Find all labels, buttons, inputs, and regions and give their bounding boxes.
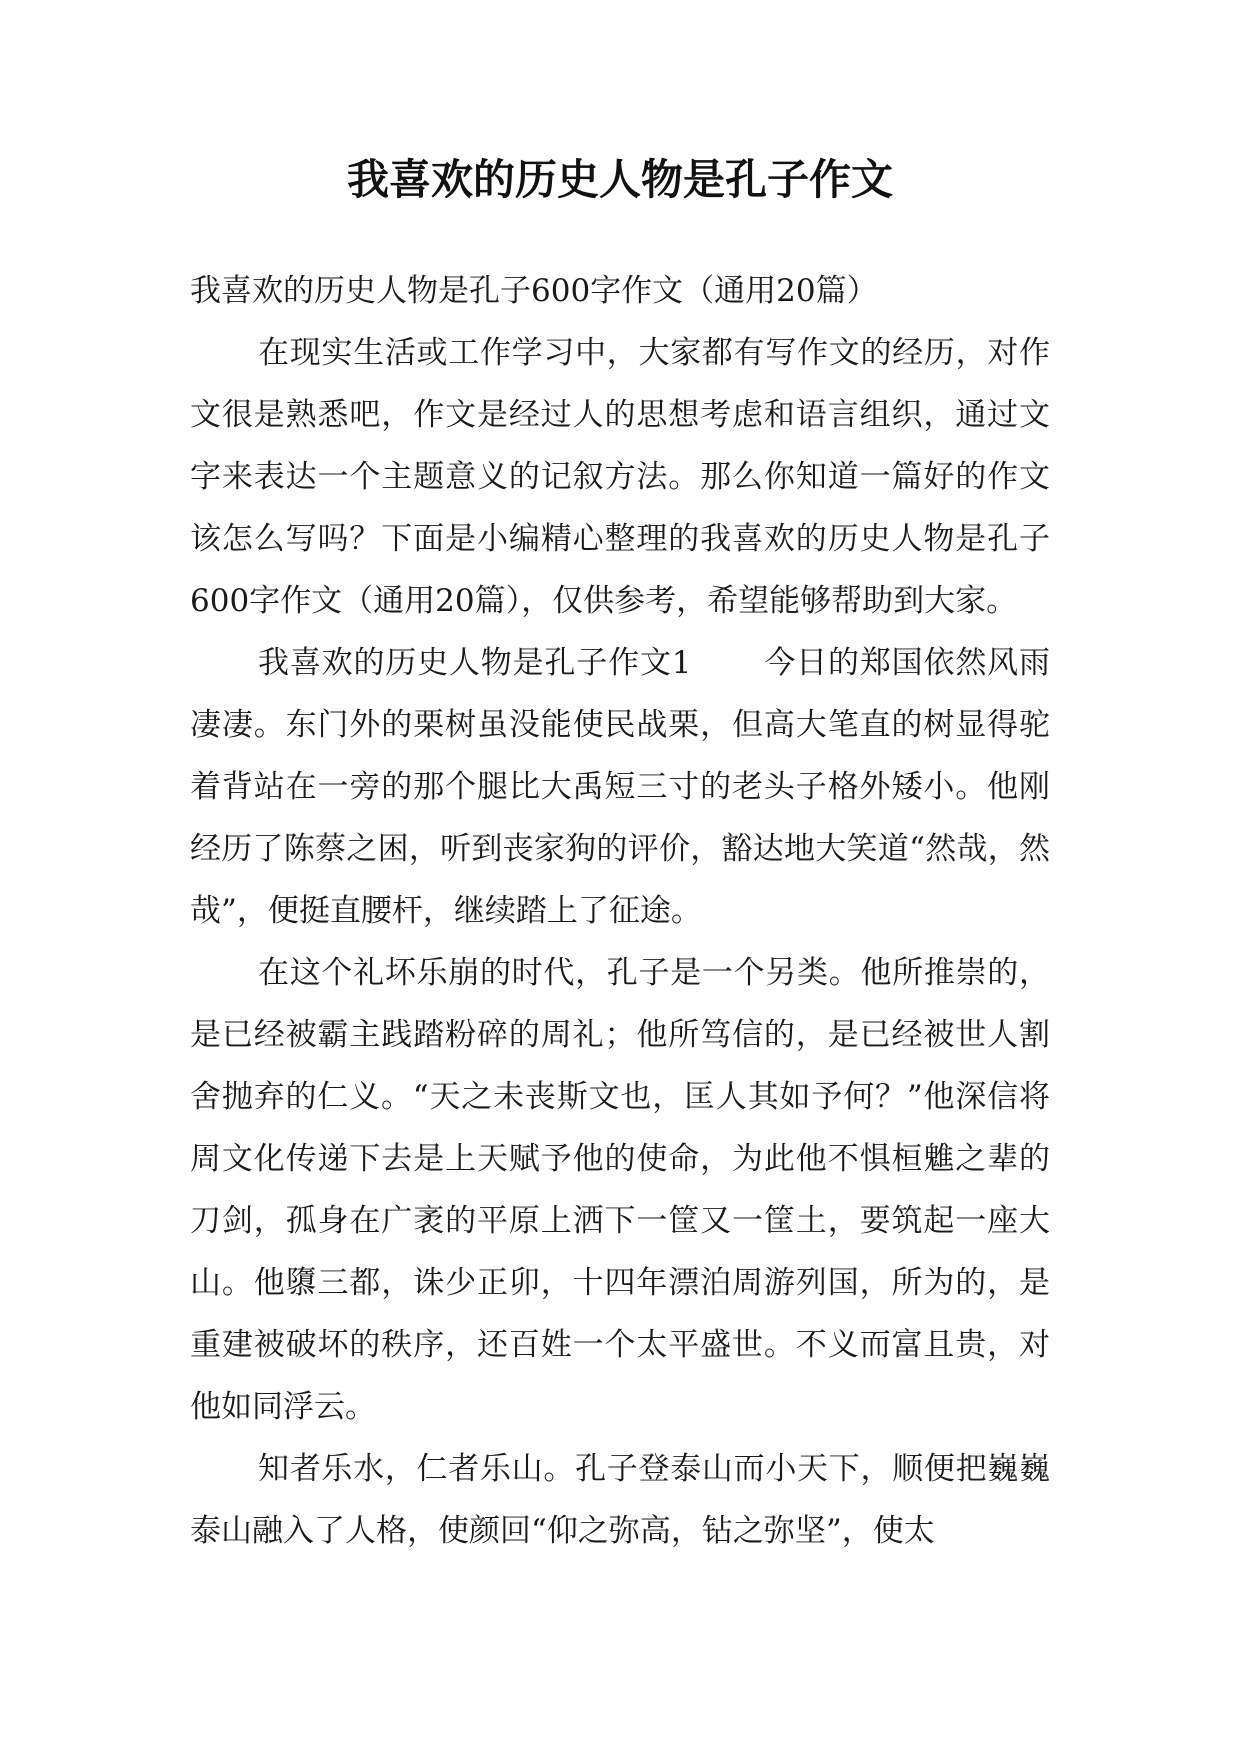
essay1-first-paragraph — [190, 632, 1050, 942]
essay1-paragraph-2: 在这个礼坏乐崩的时代，孔子是一个另类。他所推崇的，是已经被霸主践踏粉碎的周礼；他所笃信的，是已经被世人割舍抛弃的仁义。“天之未丧斯文也，匡人其如予何？”他深信将周文化传递下去是上天赋予他的使命，为此他不惧桓魋之辈的刀剑，孤身在广袤的平原上洒下一筐又一筐土，要筑起一座大山。他隳三都，诛少正卯，十四年漂泊周游列国，所为的，是重建被破坏的秩序，还百姓一个太平盛世。不义而富且贵，对他如同浮云。 — [190, 955, 1050, 1425]
intro-paragraph: 在现实生活或工作学习中，大家都有写作文的经历，对作文很是熟悉吧，作文是经过人的思想考虑和语言组织，通过文字来表达一个主题意义的记叙方法。那么你知道一篇好的作文该怎么写吗？下面是小编精心整理的我喜欢的历史人物是孔子600字作文（通用20篇），仅供参考，希望能够帮助到大家。 — [190, 335, 1050, 619]
essay1-paragraph-1: 今日的郑国依然风雨凄凄。东门外的栗树虽没能使民战栗，但高大笔直的树显得驼着背站在一旁的那个腿比大禹短三寸的老头子格外矮小。他刚经历了陈蔡之困，听到丧家狗的评价，豁达地大笑道“然哉，然哉”，便挺直腰杆，继续踏上了征途。 — [190, 645, 1050, 929]
document-page — [190, 150, 1050, 1562]
document-subtitle: 我喜欢的历史人物是孔子600字作文（通用20篇） — [190, 273, 878, 309]
essay1-paragraph-3: 知者乐水，仁者乐山。孔子登泰山而小天下，顺便把巍巍泰山融入了人格，使颜回“仰之弥高，钻之弥坚”，使太 — [190, 1451, 1050, 1549]
document-title: 我喜欢的历史人物是孔子作文 — [346, 155, 893, 204]
essay1-heading: 我喜欢的历史人物是孔子作文1 — [258, 645, 692, 681]
